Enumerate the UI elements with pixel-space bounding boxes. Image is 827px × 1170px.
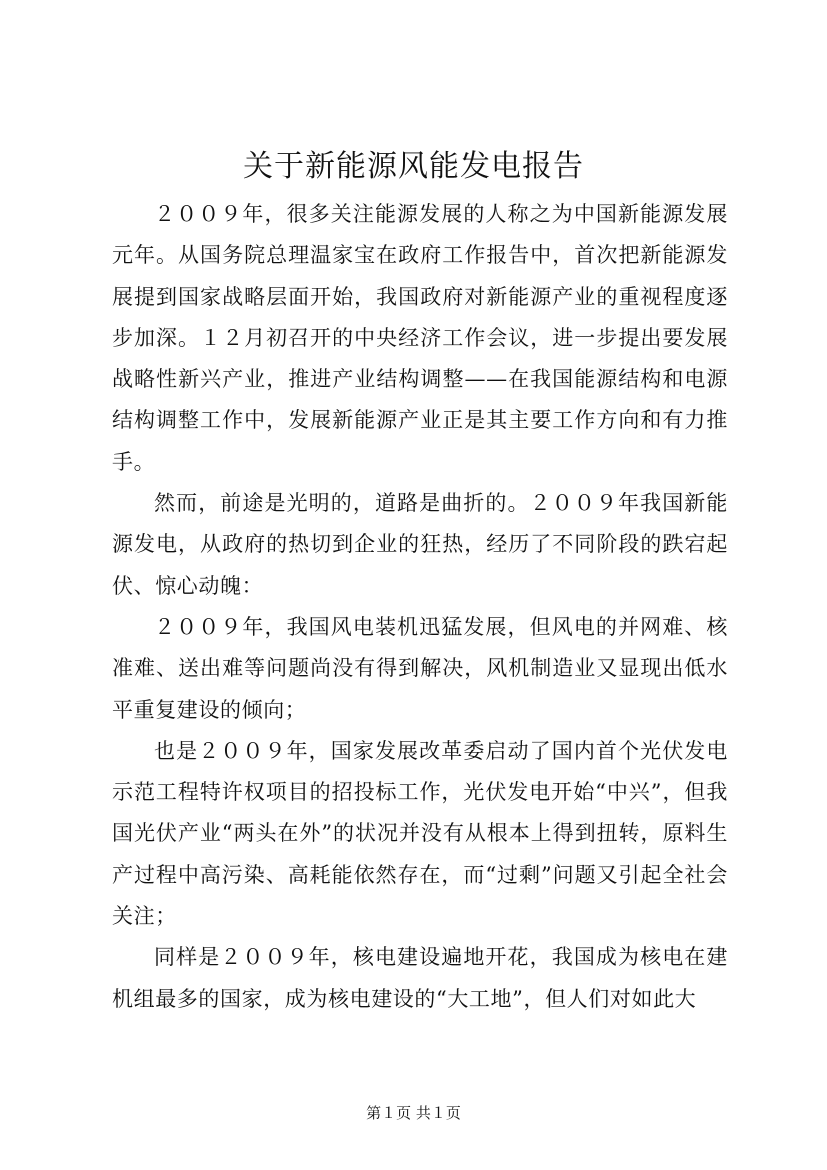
paragraph-2: 然而，前途是光明的，道路是曲折的。２００９年我国新能源发电，从政府的热切到企业的狂热，经历了不同阶段的跌宕起伏、惊心动魄： [112, 491, 728, 598]
paragraph-4: 也是２００９年，国家发展改革委启动了国内首个光伏发电示范工程特许权项目的招投标工作，光伏发电开始“中兴”，但我国光伏产业“两头在外”的状况并没有从根本上得到扭转，原料生产过程中高污染、高耗能依然存在，而“过剩”问题又引起全社会关注； [112, 738, 728, 929]
paragraph-1: ２００９年，很多关注能源发展的人称之为中国新能源发展元年。从国务院总理温家宝在政府工作报告中，首次把新能源发展提到国家战略层面开始，我国政府对新能源产业的重视程度逐步加深。１２月初召开的中央经济工作会议，进一步提出要发展战略性新兴产业，推进产业结构调整——在我国能源结构和电源结构调整工作中，发展新能源产业正是其主要工作方向和有力推手。 [112, 202, 728, 474]
paragraph-5: 同样是２００９年，核电建设遍地开花，我国成为核电在建机组最多的国家，成为核电建设的“大工地”，但人们对如此大 [112, 945, 728, 1011]
page-number-footer: 第１页 共１页 [366, 1104, 461, 1122]
document-title: 关于新能源风能发电报告 [243, 149, 584, 184]
paragraph-3: ２００９年，我国风电装机迅猛发展，但风电的并网难、核准难、送出难等问题尚没有得到解决，风机制造业又显现出低水平重复建设的倾向； [112, 614, 728, 722]
document-body [112, 194, 728, 1020]
